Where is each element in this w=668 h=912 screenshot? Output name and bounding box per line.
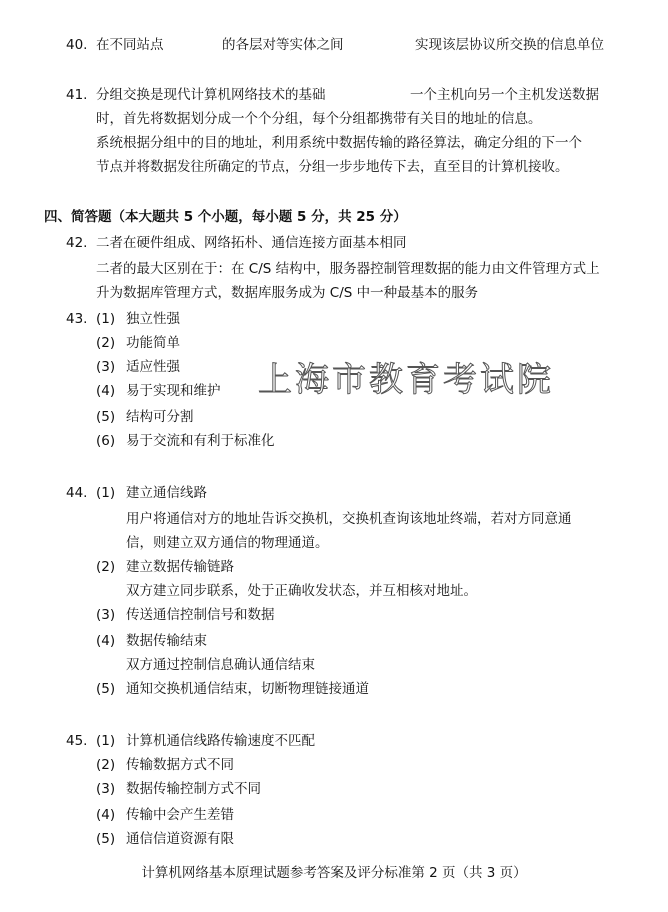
- answer-41-line-1a: 分组交换是现代计算机网络技术的基础: [96, 87, 326, 103]
- list-item: 通知交换机通信结束，切断物理链接通道: [126, 681, 369, 697]
- answer-40-part-3: 实现该层协议所交换的信息单位: [415, 37, 604, 53]
- list-item-number: (5): [96, 831, 116, 847]
- question-number: 45.: [66, 733, 88, 749]
- list-item: 适应性强: [126, 359, 180, 375]
- list-item-number: (2): [96, 335, 116, 351]
- answer-40-part-2: 的各层对等实体之间: [222, 37, 344, 53]
- list-item: 建立数据传输链路: [126, 559, 234, 575]
- answer-40-part-1: 在不同站点: [96, 37, 164, 53]
- list-item-number: (1): [96, 733, 116, 749]
- list-item-number: (2): [96, 559, 116, 575]
- list-item: 结构可分割: [126, 409, 194, 425]
- list-item: 通信信道资源有限: [126, 831, 234, 847]
- list-item-detail: 信，则建立双方通信的物理通道。: [126, 535, 329, 551]
- list-item: 传送通信控制信号和数据: [126, 607, 275, 623]
- answer-41-line-4: 节点并将数据发往所确定的节点，分组一步步地传下去，直至目的计算机接收。: [96, 159, 569, 175]
- list-item: 数据传输结束: [126, 633, 207, 649]
- list-item-detail: 用户将通信对方的地址告诉交换机，交换机查询该地址终端，若对方同意通: [126, 511, 572, 527]
- list-item: 传输数据方式不同: [126, 757, 234, 773]
- list-item-number: (4): [96, 633, 116, 649]
- list-item-number: (3): [96, 359, 116, 375]
- list-item: 传输中会产生差错: [126, 807, 234, 823]
- list-item-number: (6): [96, 433, 116, 449]
- answer-42-line-2: 二者的最大区别在于：在 C/S 结构中，服务器控制管理数据的能力由文件管理方式上: [96, 261, 600, 277]
- list-item-number: (1): [96, 485, 116, 501]
- answer-41-line-3: 系统根据分组中的目的地址，利用系统中数据传输的路径算法，确定分组的下一个: [96, 135, 582, 151]
- list-item-detail: 双方通过控制信息确认通信结束: [126, 657, 315, 673]
- answer-42-line-3: 升为数据库管理方式，数据库服务成为 C/S 中一种最基本的服务: [96, 285, 479, 301]
- answer-41-line-1b: 一个主机向另一个主机发送数据: [410, 87, 599, 103]
- list-item: 易于交流和有利于标准化: [126, 433, 275, 449]
- list-item-number: (4): [96, 807, 116, 823]
- page-footer: 计算机网络基本原理试题参考答案及评分标准第 2 页（共 3 页）: [141, 865, 527, 881]
- question-number: 40.: [66, 37, 88, 53]
- list-item: 建立通信线路: [126, 485, 207, 501]
- watermark-stamp: 上海市教育考试院: [258, 360, 554, 400]
- question-number: 42.: [66, 235, 88, 251]
- list-item: 功能简单: [126, 335, 180, 351]
- answer-41-line-2: 时，首先将数据划分成一个个分组，每个分组都携带有关目的地址的信息。: [96, 111, 542, 127]
- list-item-number: (1): [96, 311, 116, 327]
- list-item-number: (3): [96, 781, 116, 797]
- list-item-number: (2): [96, 757, 116, 773]
- list-item-number: (5): [96, 681, 116, 697]
- question-number: 44.: [66, 485, 88, 501]
- answer-42-line-1: 二者在硬件组成、网络拓朴、通信连接方面基本相同: [96, 235, 407, 251]
- list-item: 数据传输控制方式不同: [126, 781, 261, 797]
- list-item-number: (5): [96, 409, 116, 425]
- question-number: 41.: [66, 87, 88, 103]
- list-item-detail: 双方建立同步联系，处于正确收发状态，并互相核对地址。: [126, 583, 477, 599]
- list-item-number: (3): [96, 607, 116, 623]
- question-number: 43.: [66, 311, 88, 327]
- list-item: 计算机通信线路传输速度不匹配: [126, 733, 315, 749]
- list-item: 易于实现和维护: [126, 383, 221, 399]
- section-heading: 四、简答题（本大题共 5 个小题，每小题 5 分，共 25 分）: [44, 209, 407, 225]
- list-item-number: (4): [96, 383, 116, 399]
- list-item: 独立性强: [126, 311, 180, 327]
